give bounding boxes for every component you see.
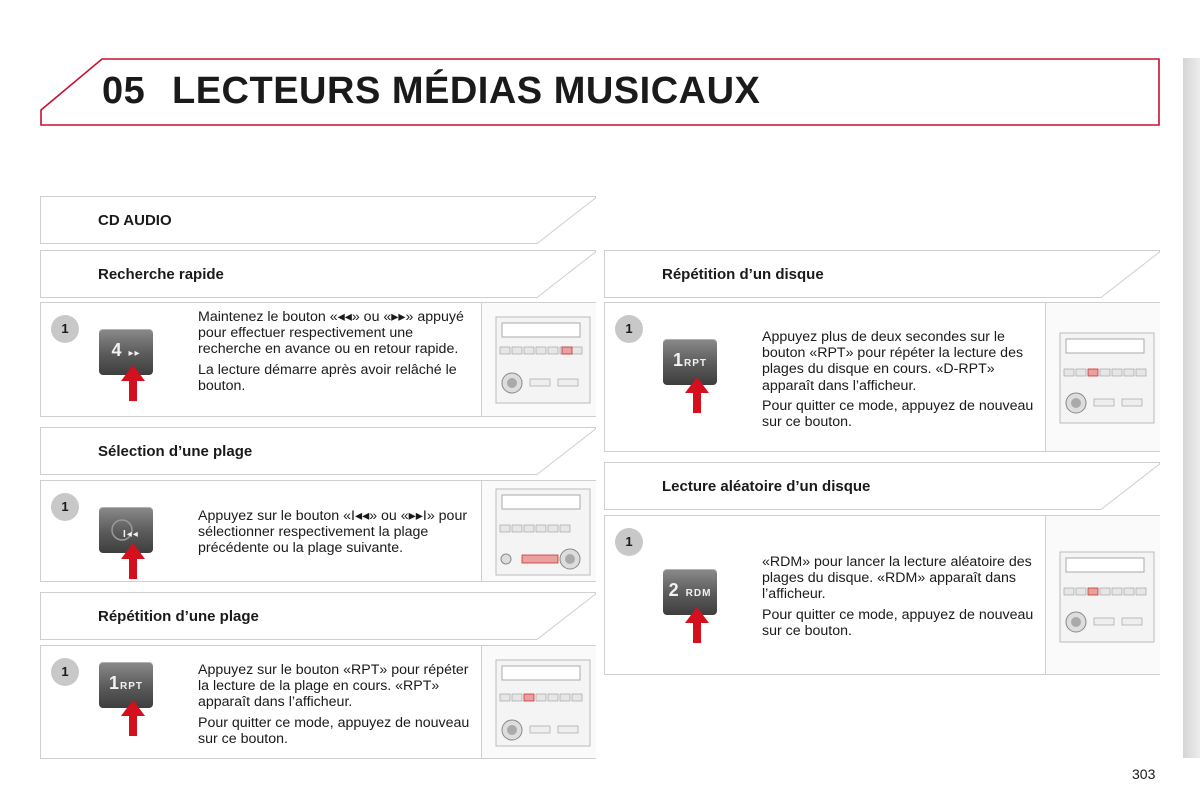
press-arrow-icon — [121, 543, 145, 579]
radio-panel-thumbnail — [481, 646, 596, 758]
step-number: 1 — [51, 658, 79, 686]
instruction-text: Appuyez sur le bouton «RPT» pour répéter la lecture de la plage en cours. «RPT» apparaît dans l’afficheur. — [198, 662, 469, 711]
rpt-button-icon: 1RPT — [663, 339, 717, 385]
side-tab-strip — [1183, 58, 1200, 758]
press-arrow-icon — [685, 377, 709, 413]
instruction-text: Appuyez sur le bouton «I◂◂» ou «▸▸I» pour sélectionner respectivement la plage précédente ou la plage suivante. — [198, 508, 468, 557]
previous-track-button-icon: I◂◂ — [99, 507, 153, 553]
step-number: 1 — [615, 315, 643, 343]
instruction-text: Pour quitter ce mode, appuyez de nouveau sur ce bouton. — [762, 606, 1034, 639]
section-title: Sélection d’une plage — [98, 443, 253, 460]
step-number: 1 — [51, 493, 79, 521]
section-title: Répétition d’une plage — [98, 608, 259, 625]
section-banner-selection — [40, 427, 596, 475]
section-banner-repetition-disque — [604, 250, 1160, 298]
instruction-text: La lecture démarre après avoir relâché le bouton. — [198, 361, 457, 394]
chapter-header — [40, 58, 1160, 126]
step-recherche-rapide — [40, 302, 596, 417]
fast-forward-button-icon: 4 ▸▸ — [99, 329, 153, 375]
section-banner-cd-audio — [40, 196, 596, 244]
step-number: 1 — [51, 315, 79, 343]
instruction-text: Pour quitter ce mode, appuyez de nouveau sur ce bouton. — [762, 397, 1034, 431]
rpt-button-icon: 1RPT — [99, 662, 153, 708]
step-repetition-disque — [604, 302, 1160, 452]
section-banner-aleatoire — [604, 462, 1160, 510]
step-number: 1 — [615, 528, 643, 556]
chapter-title: LECTEURS MÉDIAS MUSICAUX — [172, 70, 761, 112]
radio-panel-thumbnail — [481, 303, 596, 416]
instruction-text: Maintenez le bouton «◂◂» ou «▸▸» appuyé pour effectuer respectivement une recherche en avance ou en retour rapide. — [198, 309, 464, 358]
section-title: Répétition d’un disque — [662, 266, 824, 283]
rdm-button-icon: 2 RDM — [663, 569, 717, 615]
section-title: Lecture aléatoire d’un disque — [662, 478, 871, 495]
section-title: Recherche rapide — [98, 266, 224, 283]
section-banner-repetition-plage — [40, 592, 596, 640]
press-arrow-icon — [685, 607, 709, 643]
step-selection-plage — [40, 480, 596, 582]
press-arrow-icon — [121, 365, 145, 401]
radio-panel-thumbnail — [481, 481, 596, 581]
radio-panel-thumbnail — [1045, 303, 1160, 451]
section-title: CD AUDIO — [98, 212, 172, 229]
instruction-text: Appuyez plus de deux secondes sur le bouton «RPT» pour répéter la lecture des plages du disque en cours. «D-RPT» apparaît dans l’afficheur. — [762, 329, 1024, 394]
instruction-text: Pour quitter ce mode, appuyez de nouveau sur ce bouton. — [198, 714, 470, 747]
step-lecture-aleatoire — [604, 515, 1160, 675]
step-repetition-plage — [40, 645, 596, 759]
section-banner-recherche — [40, 250, 596, 298]
chapter-number: 05 — [102, 70, 146, 112]
page-number: 303 — [1132, 766, 1156, 782]
radio-panel-thumbnail — [1045, 516, 1160, 674]
instruction-text: «RDM» pour lancer la lecture aléatoire des plages du disque. «RDM» apparaît dans l’afficheur. — [762, 554, 1032, 603]
press-arrow-icon — [121, 700, 145, 736]
